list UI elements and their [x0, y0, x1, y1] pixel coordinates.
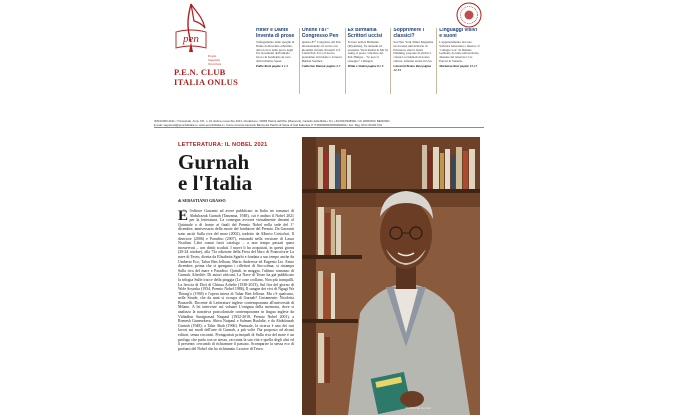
teaser-column[interactable]: Ex Birmania Scrittori uccisi Terrore nell'ex Birmania (Myanmar), fra detenuti ed assassini. Versi inediti di Ma Sa Aung, il poeta, vincitore del Pen Thingor - "Io non vi rassegno" a Dingen. Britta e Sindoi pagine 8 e 9	[345, 28, 391, 94]
teaser-columns	[254, 28, 482, 94]
article-body	[178, 209, 294, 414]
logo-tagline: Poeta Saggista Novelista	[208, 54, 222, 67]
article-title: Gurnah e l'Italia	[178, 150, 253, 195]
teaser-column[interactable]: Linguaggi visivi e suoni L'apprezzamento del sole. Scrittura letteratura e musica. Il "collegio vox" di Daniele Galleani, docente universitario, dissente dei letterati e Cio Perrari di Venezia. Marianna Ravi pagine 15-17	[436, 28, 482, 94]
teaser-column[interactable]: Hitler e Dante Inventa di prose Trafugamento dalle spoglie di Dante da Ravenna a Berlino. Alla ricerca delle prove negli Un documenti dell'armada Gioco in Germania da varo dell'architetto Speer. Pablo Rosti pagine 2 e 3	[256, 28, 295, 68]
club-name: P.E.N. CLUB ITALIA ONLUS	[174, 67, 239, 87]
divider	[154, 127, 484, 128]
article-byline: di SEBASTIANO GRASSO	[178, 198, 226, 203]
photo-credit: Abdulrazak Gurnah	[405, 406, 431, 410]
logo-word: pen	[183, 33, 199, 45]
teaser-column[interactable]: Sopprimere i classici? Sul New York Times Magazine un docente universitario di Princeton, marca Santa Dunning, propone di abolire i classici occidentali di nostra cultura. Allarme anche in Usa. Giovanni Bruno Rasi pagine 12-13	[390, 28, 436, 94]
teaser-column[interactable]: Online l'87° Congresso Pen Questo 87° Congresso del Pen internazionale s'è svolto con modalità virtuali. Presenti 113 Centri Pen. Ecco il nuovo presidente dal ridotte e il nuovo Burhan Sonmez. Catherine Bonnar pagine 2-7	[299, 28, 345, 94]
publication-info: ISSN/2283-4161 • Trimestrale, Anno XXI, n. 42 ottobre-novembre 2021 • Redazione: 20083 Piazza dell'Olio (Piacenza), Castello della Bella • Tel. +39 0523/928996 • CF 00000000, BEIS0094 E-mail: segreteria@penclubitalia.it • www.penclubitalia.it • Conto corrente bancario Banca dei Paschi di Siena di Sud Italia Sas IT IT0000000000000000000 • Iscr. Reg. ROC IN/2017/01	[154, 120, 390, 127]
drop-cap: È	[178, 209, 189, 224]
pen-logo-icon	[172, 2, 210, 58]
seal-icon	[456, 2, 482, 28]
newspaper-page	[150, 0, 488, 419]
article-kicker: LETTERATURA: IL NOBEL 2021	[178, 142, 268, 148]
author-photo	[302, 137, 480, 415]
article-text: l'editore Garzanti ad avere pubblicato in Italia tre romanzi di Abdulrazak Gurnah (Tanzania, 1948), cui è andato il Nobel 2021 per la letteratura. La consegna avverrà virtualmente davanti al Quirinale o di fronte ai finali del Premio Nobel nella sede del 1° dicembre, anniversario della morte del fondatore del Premio. Da Garzanti sono usciti Sulla riva del mare (2002), tradotto da Alberto Cristofori, Il disertore (2006) e Paradiso (2007), entrambi nella versione di Laura Noulian. Libri ormai fuori catalogo – a non tempo passati quasi inosservati – con diritti scaduti. I nuovi li ha acquistati, in questi giorni (20-24 ottobre), alla 73a edizione della Fiera del libro di Francoforte La nave di Teseo, diretta da Elisabetta Sgarbi e fondata a suo tempo anche da Umberto Eco, Tahar Ben Jelloun, Mario Andreose ed Eugenio Lio. Entro dicembre, prima che si spengano i riflettori di Stoccolma, si ristampa Sulla riva del mare e Paradiso. Quindi, in maggio, l'ultimo romanzo di Gurnah, Afterlife. Di autori africani, La Nave di Teseo ha già pubblicato la trilogia Sulle tracce della pioggia (Le cose crollano, Non più tranquilli, La freccia di Dio) di Chinua Achebe (1930-2013), Sul fior del giorno di Wole Soyinka (1934, Premio Nobel 1986), Il sangue dei vivi di Ngugi Wa Thiong'o (1938) e l'opera intera di Tahar Ben Jelloun. Ma c'è qualcuno, nelle Strade, che da anni si occupa di Gurnah? Certamente: Nicoletta Brazzelli, Docente di Letterature inglese contemporanea all'università di Milano. A lei interviste sul volume L'enigma della memoria, dove si analizza la narrativa postcoloniale contemporanea in lingua inglese da Vidiadhar Surajprasad Naipaul (1932-2018, Premio Nobel 2001), a Romesh Gunesekera, Shiva Naipaul e Salman Rushdie, e da Abdulrazak Gurnah (1948), a Tahir Shah (1966). Puntuale, la ricerca è uno dei rari lavori sui modi dell'arte di Gurnah, a più volte l'ha proposto ad alcuni editori, senza riscontri. Protagonisti principali di Sulla riva del mare è un profugo che parla con se stesso, racconta la sua vita e quella degli altri ed il presente, cercando di richiamare il passato. Scomparire la stessa eco di profumi del Nobel che ha richiamato La nave di Teseo.	[178, 209, 294, 351]
